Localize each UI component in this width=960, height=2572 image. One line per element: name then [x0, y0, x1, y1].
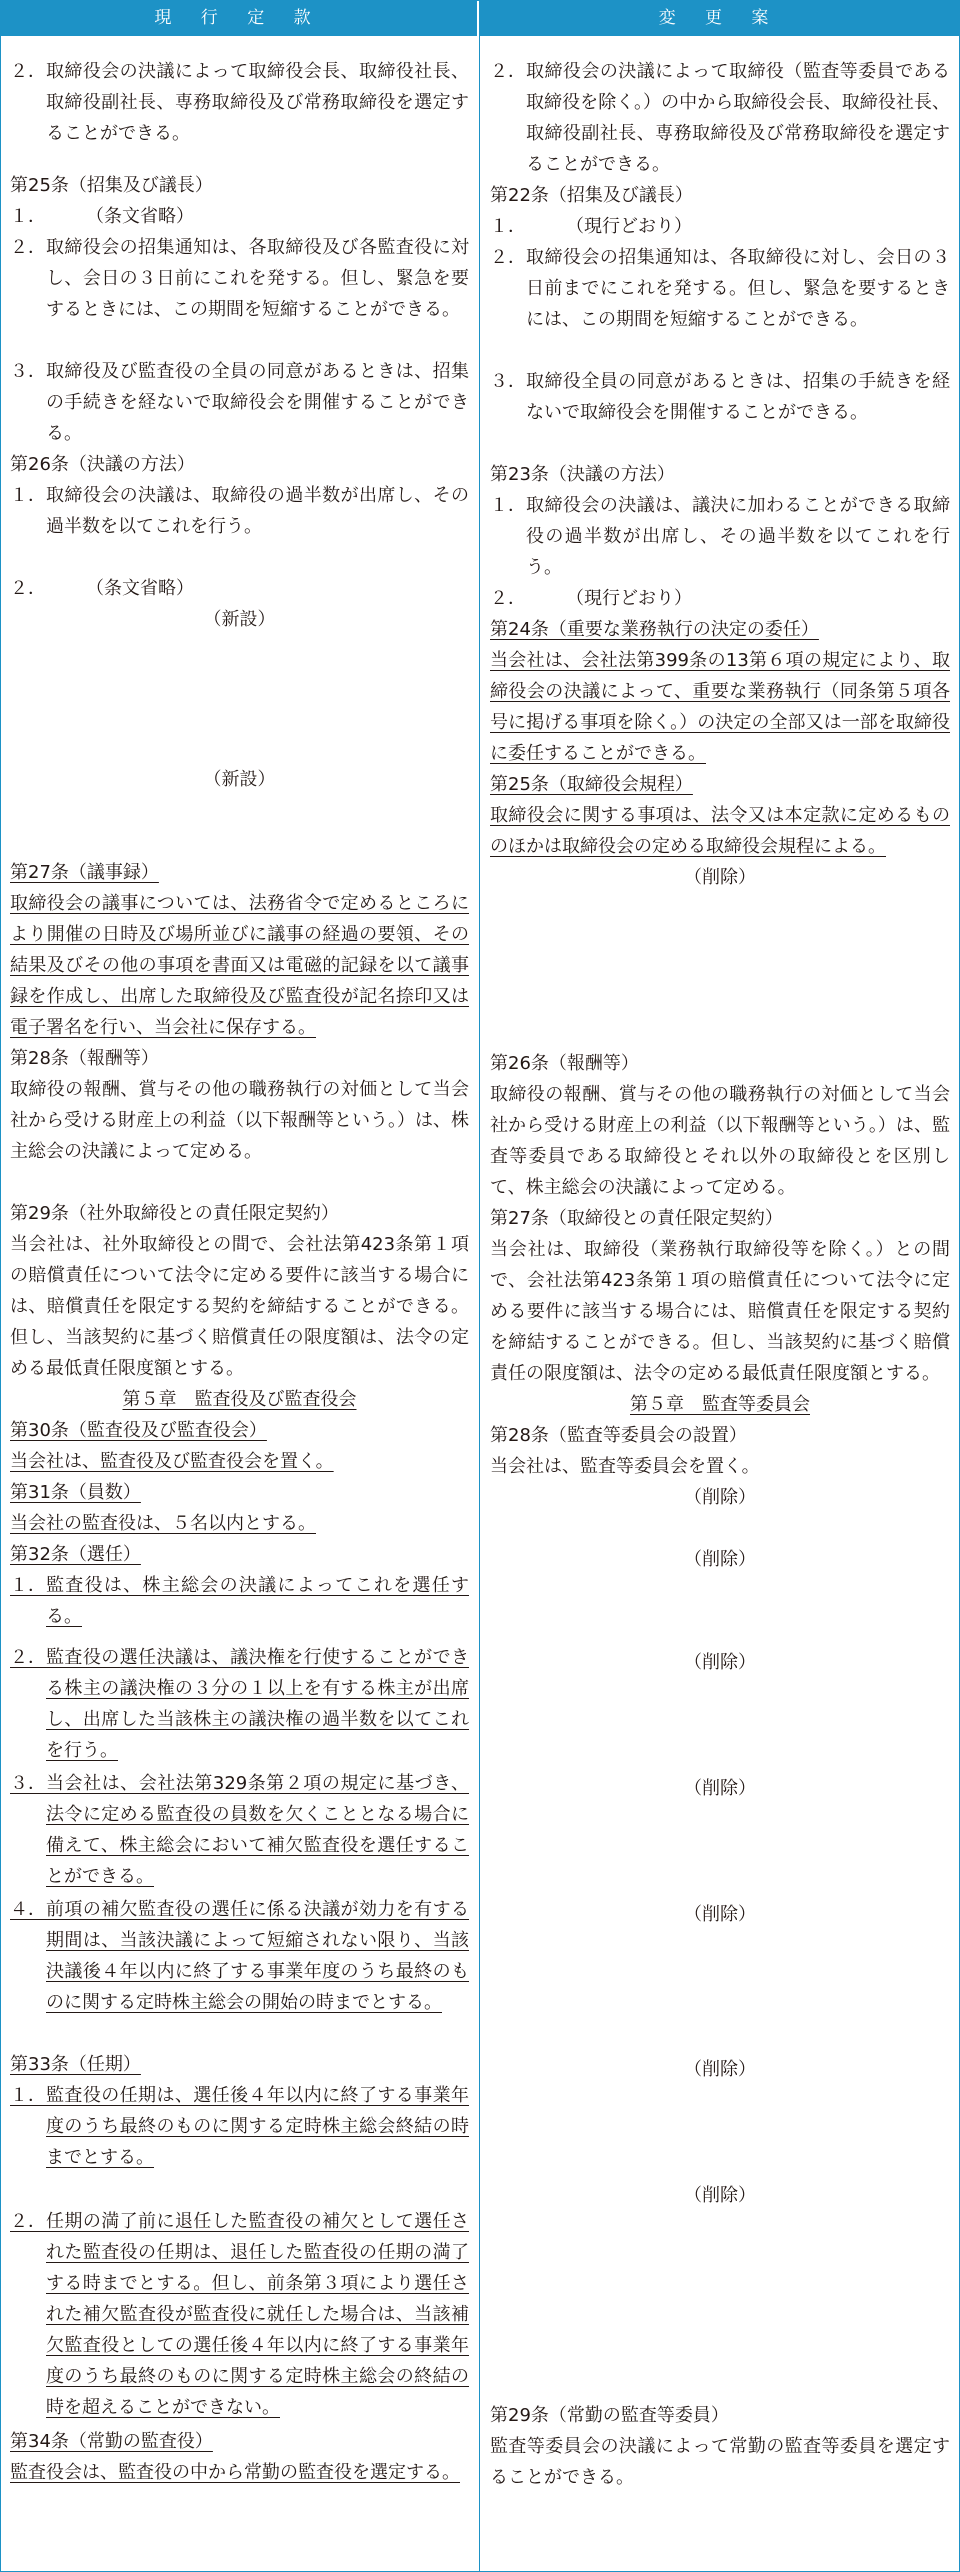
article-31-text: 当会社の監査役は、５名以内とする。 — [10, 1513, 316, 1534]
article-25-title: 第25条（招集及び議長） — [10, 175, 213, 196]
article-29-text: 当会社は、社外取締役との間で、会社法第423条第１項の賠償責任について法令に定める要件に該当する場合には、賠償責任を限定する契約を締結することができる。但し、当該契約に基づく賠償責任の限度額は、法令の定める最低責任限度額とする。 — [10, 1234, 469, 1379]
article-31-title: 第31条（員数） — [10, 1482, 141, 1503]
article-26-item-2 — [10, 573, 469, 604]
article-30-title: 第30条（監査役及び監査役会） — [10, 1420, 267, 1441]
new-article-placeholder: （新設） — [203, 609, 276, 630]
item-text: 取締役会の決議は、議決に加わることができる取締役の過半数が出席し、その過半数を以てこれを行う。 — [526, 495, 950, 578]
article-34-text: 監査役会は、監査役の中から常勤の監査役を選定する。 — [10, 2462, 460, 2483]
item-text: 取締役会の決議によって取締役会長、取締役社長、取締役副社長、専務取締役及び常務取締役を選定することができる。 — [46, 61, 469, 144]
article-25-title: 第25条（取締役会規程） — [490, 774, 693, 795]
article-30-text: 当会社は、監査役及び監査役会を置く。 — [10, 1451, 334, 1472]
article-28-title: 第28条（監査等委員会の設置） — [490, 1425, 747, 1446]
item-text: 取締役会の招集通知は、各取締役及び各監査役に対し、会日の３日前にこれを発する。但し、緊急を要するときには、この期間を短縮することができる。 — [46, 237, 469, 320]
item-number: ２． — [10, 237, 46, 258]
chapter-5-heading: 第５章 監査等委員会 — [630, 1394, 810, 1415]
item-text: 監査役の選任決議は、議決権を行使することができる株主の議決権の３分の１以上を有する株主が出席し、出席した当該株主の議決権の過半数を以てこれを行う。 — [46, 1647, 469, 1761]
item-number: １． — [490, 216, 526, 237]
item-number: ２． — [10, 1647, 46, 1668]
item-text: （条文省略） — [86, 206, 194, 227]
article-25-item-2 — [10, 232, 469, 356]
article-24-title: 第24条（重要な業務執行の決定の委任） — [490, 619, 819, 640]
article-26-title: 第26条（決議の方法） — [10, 454, 195, 475]
item-number: ３． — [490, 371, 526, 392]
item-text: 取締役会の決議によって取締役（監査等委員である取締役を除く。）の中から取締役会長、取締役社長、取締役副社長、専務取締役及び常務取締役を選定することができる。 — [526, 61, 950, 175]
item-text: （現行どおり） — [566, 588, 692, 609]
article-26-title: 第26条（報酬等） — [490, 1053, 639, 1074]
chapter-5-heading: 第５章 監査役及び監査役会 — [122, 1389, 357, 1410]
deleted-marker: （削除） — [684, 867, 756, 888]
article-29-title: 第29条（常勤の監査等委員） — [490, 2405, 729, 2426]
item-text: （条文省略） — [86, 578, 194, 599]
current-articles-column — [0, 36, 479, 2572]
item-text: （現行どおり） — [566, 216, 692, 237]
article-22-item-1 — [490, 211, 950, 242]
deleted-marker: （削除） — [684, 1904, 756, 1925]
deleted-marker: （削除） — [684, 1549, 756, 1570]
item-text: 前項の補欠監査役の選任に係る決議が効力を有する期間は、当該決議によって短縮されない限り、当該決議後４年以内に終了する事業年度のうち最終のものに関する定時株主総会の開始の時までとする。 — [46, 1899, 469, 2013]
deleted-marker: （削除） — [684, 1487, 756, 1508]
article-27-text: 当会社は、取締役（業務執行取締役等を除く。）との間で、会社法第423条第１項の賠償責任について法令に定める要件に該当する場合には、賠償責任を限定する契約を締結することができる。但し、当該契約に基づく賠償責任の限度額は、法令の定める最低責任限度額とする。 — [490, 1239, 950, 1384]
proposed-changes-column — [480, 36, 960, 2572]
article-21-item-2 — [490, 56, 950, 180]
item-number: １． — [490, 495, 526, 516]
deleted-marker: （削除） — [684, 2185, 756, 2206]
article-32-item-3 — [10, 1768, 469, 1894]
article-24-text: 当会社は、会社法第399条の13第６項の規定により、取締役会の決議によって、重要な業務執行（同条第５項各号に掲げる事項を除く。）の決定の全部又は一部を取締役に委任することができる。 — [490, 650, 950, 764]
item-number: １． — [10, 485, 46, 506]
article-23-item-1 — [490, 490, 950, 583]
item-text: 取締役全員の同意があるときは、招集の手続きを経ないで取締役会を開催することができる。 — [526, 371, 950, 423]
article-25-item-1 — [10, 201, 469, 232]
article-23-title: 第23条（決議の方法） — [490, 464, 675, 485]
item-text: 監査役は、株主総会の決議によってこれを選任する。 — [46, 1575, 469, 1627]
item-text: 監査役の任期は、選任後４年以内に終了する事業年度のうち最終のものに関する定時株主総会終結の時までとする。 — [46, 2085, 469, 2168]
item-number: ２． — [10, 578, 46, 599]
item-number: ２． — [490, 247, 526, 268]
article-24-item-2 — [10, 56, 469, 160]
item-text: 取締役会の決議は、取締役の過半数が出席し、その過半数を以てこれを行う。 — [46, 485, 469, 537]
article-29-title: 第29条（社外取締役との責任限定契約） — [10, 1203, 339, 1224]
article-28-text: 取締役の報酬、賞与その他の職務執行の対価として当会社から受ける財産上の利益（以下報酬等という。）は、株主総会の決議によって定める。 — [10, 1079, 469, 1162]
article-26-text: 取締役の報酬、賞与その他の職務執行の対価として当会社から受ける財産上の利益（以下報酬等という。）は、監査等委員である取締役とそれ以外の取締役とを区別して、株主総会の決議によって定める。 — [490, 1084, 950, 1198]
new-article-placeholder: （新設） — [203, 769, 276, 790]
deleted-marker: （削除） — [684, 1778, 756, 1799]
header-proposed-changes: 変 更 案 — [658, 8, 781, 28]
article-26-item-1 — [10, 480, 469, 573]
item-number: ２． — [490, 61, 526, 82]
deleted-marker: （削除） — [684, 2059, 756, 2080]
item-number: ２． — [490, 588, 526, 609]
article-22-item-2 — [490, 242, 950, 366]
article-27-title: 第27条（議事録） — [10, 862, 159, 883]
article-25-item-3 — [10, 356, 469, 449]
item-number: １． — [10, 1575, 46, 1596]
deleted-marker: （削除） — [684, 1652, 756, 1673]
table-header — [0, 0, 960, 36]
item-number: ４． — [10, 1899, 46, 1920]
article-33-item-2 — [10, 2206, 469, 2426]
article-22-title: 第22条（招集及び議長） — [490, 185, 693, 206]
item-number: ３． — [10, 361, 46, 382]
article-34-title: 第34条（常勤の監査役） — [10, 2431, 213, 2452]
article-28-title: 第28条（報酬等） — [10, 1048, 159, 1069]
article-32-item-4 — [10, 1894, 469, 2049]
item-number: ２． — [10, 2211, 46, 2232]
header-current-articles: 現 行 定 款 — [0, 0, 479, 36]
article-33-title: 第33条（任期） — [10, 2054, 141, 2075]
article-25-text: 取締役会に関する事項は、法令又は本定款に定めるもののほかは取締役会の定める取締役会規程による。 — [490, 805, 950, 857]
article-32-item-1 — [10, 1570, 469, 1642]
item-text: 任期の満了前に退任した監査役の補欠として選任された監査役の任期は、退任した監査役の任期の満了する時までとする。但し、前条第３項により選任された補欠監査役が監査役に就任した場合は、当該補欠監査役としての選任後４年以内に終了する事業年度のうち最終のものに関する定時株主総会の終結の時を超えることができない。 — [46, 2211, 469, 2418]
article-22-item-3 — [490, 366, 950, 459]
article-33-item-1 — [10, 2080, 469, 2206]
item-number: ３． — [10, 1773, 46, 1794]
item-text: 当会社は、会社法第329条第２項の規定に基づき、法令に定める監査役の員数を欠くこととなる場合に備えて、株主総会において補欠監査役を選任することができる。 — [46, 1773, 469, 1887]
item-text: 取締役及び監査役の全員の同意があるときは、招集の手続きを経ないで取締役会を開催することができる。 — [46, 361, 469, 444]
item-number: １． — [10, 206, 46, 227]
article-23-item-2 — [490, 583, 950, 614]
article-32-item-2 — [10, 1642, 469, 1768]
item-text: 取締役会の招集通知は、各取締役に対し、会日の３日前までにこれを発する。但し、緊急を要するときには、この期間を短縮することができる。 — [526, 247, 950, 330]
article-27-title: 第27条（取締役との責任限定契約） — [490, 1208, 783, 1229]
article-28-text: 当会社は、監査等委員会を置く。 — [490, 1456, 760, 1477]
article-32-title: 第32条（選任） — [10, 1544, 141, 1565]
article-29-text: 監査等委員会の決議によって常勤の監査等委員を選定することができる。 — [490, 2436, 950, 2488]
article-27-text: 取締役会の議事については、法務省令で定めるところにより開催の日時及び場所並びに議事の経過の要領、その結果及びその他の事項を書面又は電磁的記録を以て議事録を作成し、出席した取締役及び監査役が記名捺印又は電子署名を行い、当会社に保存する。 — [10, 893, 469, 1038]
item-number: １． — [10, 2085, 46, 2106]
item-number: ２． — [10, 61, 46, 82]
